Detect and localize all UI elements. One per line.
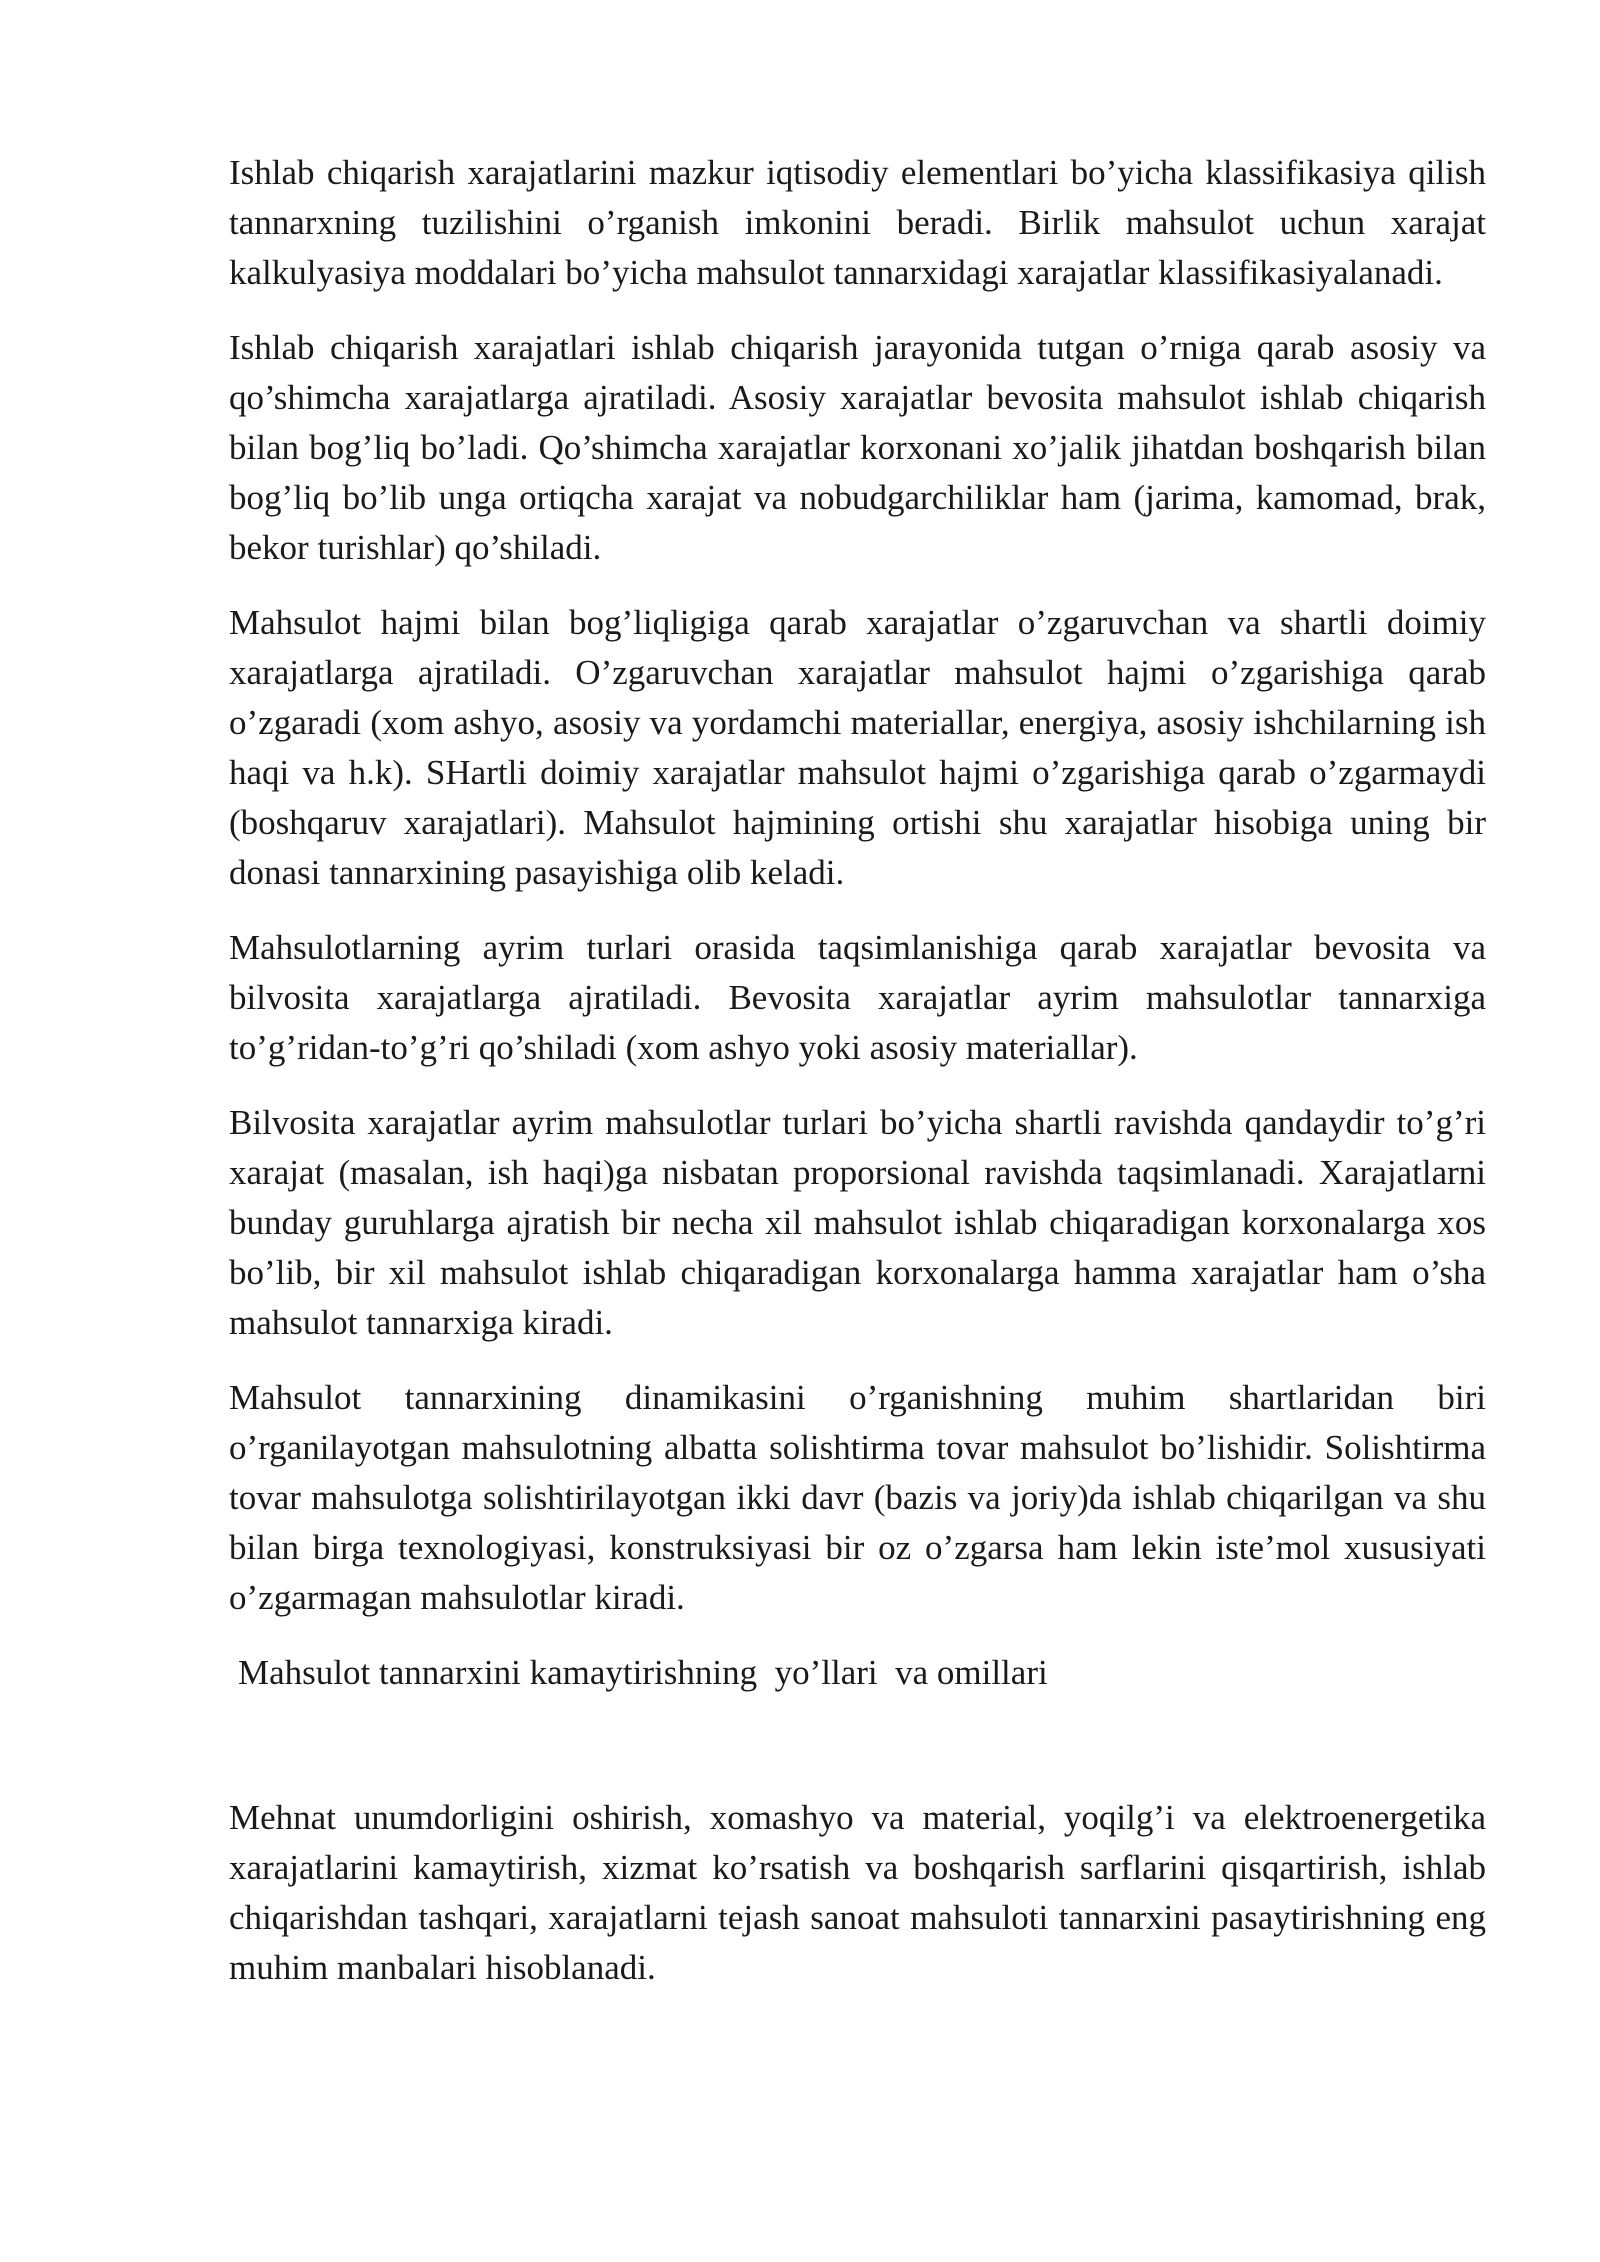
- final-paragraph: Mehnat unumdorligini oshirish, xomashyo va material, yoqilg’i va elektroenergetika xarajatlarini kamaytirish, xizmat ko’rsatish va boshqarish sarflarini qisqartirish, ishlab chiqarishdan tashqari, xarajatlarni tejash sanoat mahsuloti tannarxini pasaytirishning eng muhim manbalari hisoblanadi.: [229, 1798, 1486, 1987]
- paragraph-2: Ishlab chiqarish xarajatlari ishlab chiqarish jarayonida tutgan o’rniga qarab asosiy va qo’shimcha xarajatlarga ajratiladi. Asosiy xarajatlar bevosita mahsulot ishlab chiqarish bilan bog’liq bo’ladi. Qo’shimcha xarajatlar korxonani xo’jalik jihatdan boshqarish bilan bog’liq bo’lib unga ortiqcha xarajat va nobudgarchiliklar ham (jarima, kamomad, brak, bekor turishlar) qo’shiladi.: [229, 328, 1486, 567]
- paragraph-6: Mahsulot tannarxining dinamikasini o’rganishning muhim shartlaridan biri o’rganilayotgan mahsulotning albatta solishtirma tovar mahsulot bo’lishidir. Solishtirma tovar mahsulotga solishtirilayotgan ikki davr (bazis va joriy)da ishlab chiqarilgan va shu bilan birga texnologiyasi, konstruksiyasi bir oz o’zgarsa ham lekin iste’mol xususiyati o’zgarmagan mahsulotlar kiradi.: [229, 1378, 1486, 1617]
- paragraph-5: Bilvosita xarajatlar ayrim mahsulotlar turlari bo’yicha shartli ravishda qandaydir to’g’ri xarajat (masalan, ish haqi)ga nisbatan proporsional ravishda taqsimlanadi. Xarajatlarni bunday guruhlarga ajratish bir necha xil mahsulot ishlab chiqaradigan korxonalarga xos bo’lib, bir xil mahsulot ishlab chiqaradigan korxonalarga hamma xarajatlar ham o’sha mahsulot tannarxiga kiradi.: [229, 1103, 1486, 1342]
- document-body: [229, 148, 1486, 2018]
- spacer: [229, 1698, 1486, 1793]
- paragraph-4: Mahsulotlarning ayrim turlari orasida taqsimlanishiga qarab xarajatlar bevosita va bilvosita xarajatlarga ajratiladi. Bevosita xarajatlar ayrim mahsulotlar tannarxiga to’g’ridan-to’g’ri qo’shiladi (xom ashyo yoki asosiy materiallar).: [229, 928, 1486, 1067]
- paragraph-1: Ishlab chiqarish xarajatlarini mazkur iqtisodiy elementlari bo’yicha klassifikasiya qilish tannarxning tuzilishini o’rganish imkonini beradi. Birlik mahsulot uchun xarajat kalkulyasiya moddalari bo’yicha mahsulot tannarxidagi xarajatlar klassifikasiyalanadi.: [229, 153, 1486, 292]
- section-heading: Mahsulot tannarxini kamaytirishning yo’llari va omillari: [238, 1653, 1048, 1692]
- paragraph-3: Mahsulot hajmi bilan bog’liqligiga qarab xarajatlar o’zgaruvchan va shartli doimiy xarajatlarga ajratiladi. O’zgaruvchan xarajatlar mahsulot hajmi o’zgarishiga qarab o’zgaradi (xom ashyo, asosiy va yordamchi materiallar, energiya, asosiy ishchilarning ish haqi va h.k). SHartli doimiy xarajatlar mahsulot hajmi o’zgarishiga qarab o’zgarmaydi (boshqaruv xarajatlari). Mahsulot hajmining ortishi shu xarajatlar hisobiga uning bir donasi tannarxining pasayishiga olib keladi.: [229, 603, 1486, 892]
